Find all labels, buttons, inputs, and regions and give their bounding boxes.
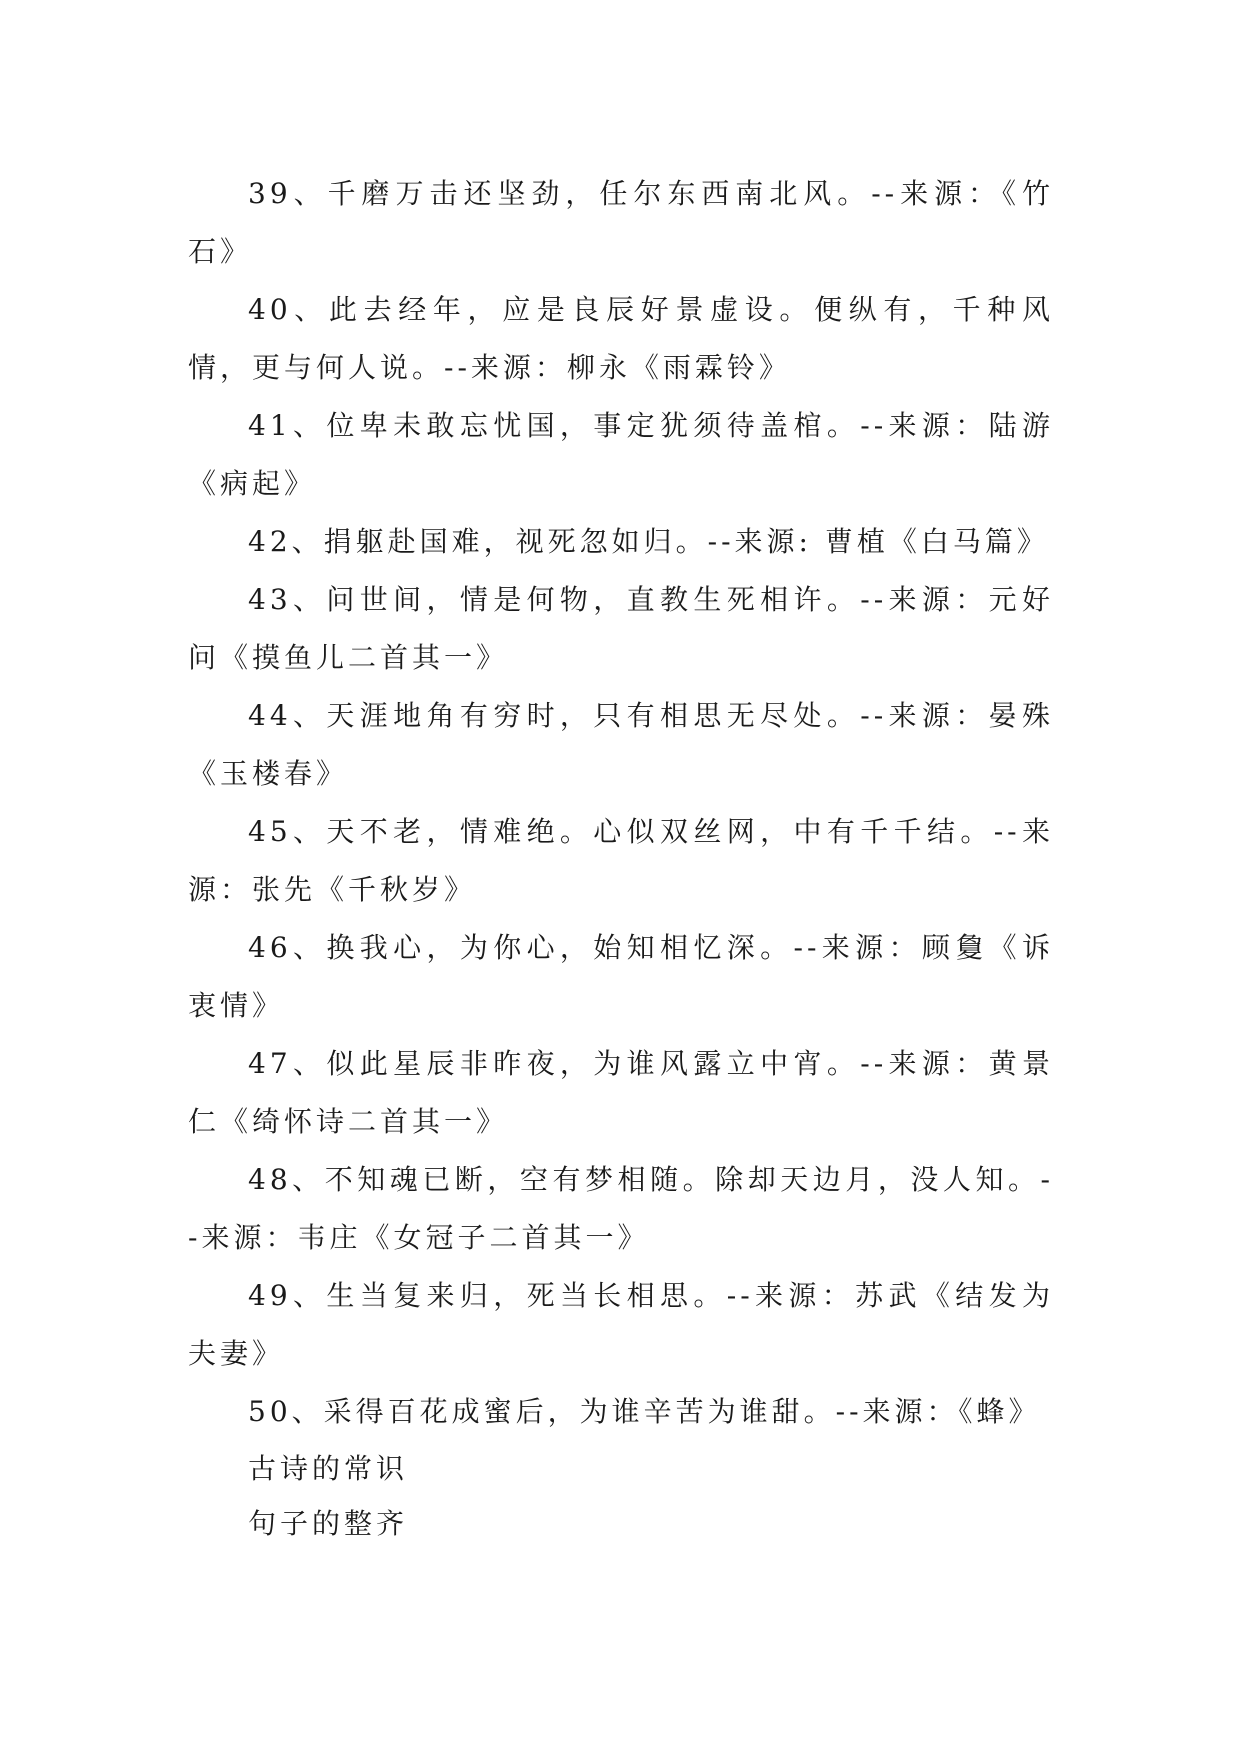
- quote-entry-44: 44、天涯地角有穷时，只有相思无尽处。--来源：晏殊《玉楼春》: [188, 699, 1054, 790]
- quote-entry-43: 43、问世间，情是何物，直教生死相许。--来源：元好问《摸鱼儿二首其一》: [188, 583, 1054, 674]
- quote-entry-45: 45、天不老，情难绝。心似双丝网，中有千千结。--来源：张先《千秋岁》: [188, 815, 1054, 906]
- quote-entry-47: 47、似此星辰非昨夜，为谁风露立中宵。--来源：黄景仁《绮怀诗二首其一》: [188, 1047, 1054, 1138]
- quote-entry-42: 42、捐躯赴国难，视死忽如归。--来源: 曹植《白马篇》: [248, 525, 1049, 558]
- document-body: [188, 165, 1054, 1551]
- quote-entry-46: 46、换我心，为你心，始知相忆深。--来源：顾敻《诉衷情》: [188, 931, 1054, 1022]
- quote-entry-50: 50、采得百花成蜜后，为谁辛苦为谁甜。--来源：《蜂》: [248, 1395, 1041, 1428]
- quote-entry-49: 49、生当复来归，死当长相思。--来源：苏武《结发为夫妻》: [188, 1279, 1054, 1370]
- quote-entry-41: 41、位卑未敢忘忧国，事定犹须待盖棺。--来源：陆游《病起》: [188, 409, 1054, 500]
- section-heading-sentence-neatness: 句子的整齐: [248, 1507, 409, 1540]
- quote-entry-48: 48、不知魂已断，空有梦相随。除却天边月，没人知。--来源：韦庄《女冠子二首其一》: [188, 1163, 1054, 1254]
- section-heading-poetry-knowledge: 古诗的常识: [248, 1452, 409, 1485]
- quote-entry-39: 39、千磨万击还坚劲，任尔东西南北风。--来源：《竹石》: [188, 177, 1054, 268]
- quote-entry-40: 40、此去经年，应是良辰好景虚设。便纵有，千种风情，更与何人说。--来源：柳永《雨霖铃》: [188, 293, 1054, 384]
